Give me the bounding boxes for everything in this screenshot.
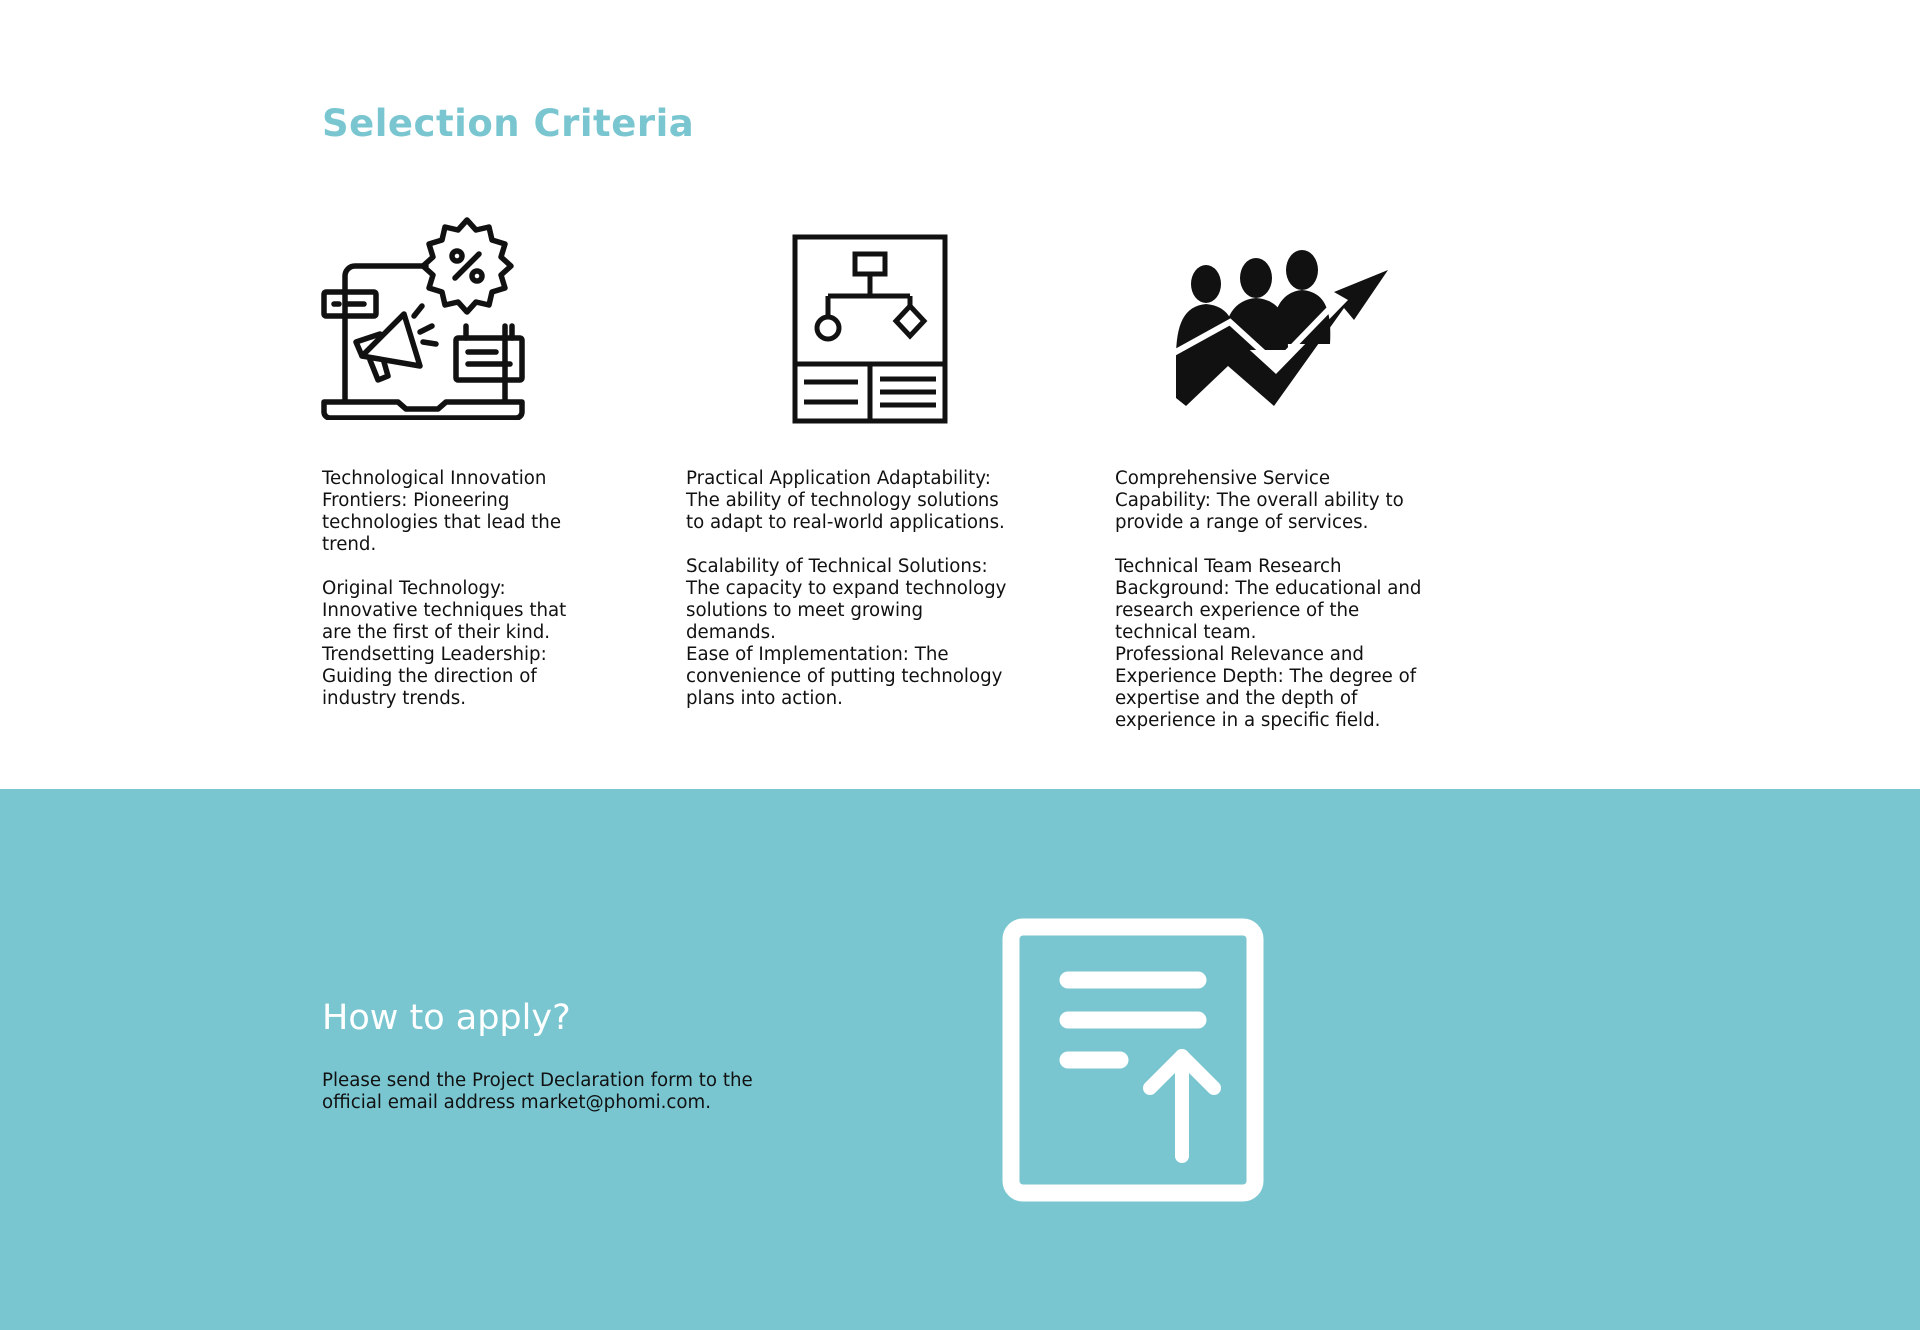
- criteria-text: research experience of the: [1115, 600, 1360, 621]
- marketing-laptop-icon: [320, 216, 526, 420]
- criteria-text: Technical Team Research: [1115, 556, 1342, 577]
- criteria-text: Frontiers: Pioneering: [322, 490, 510, 511]
- criteria-text: Practical Application Adaptability:: [686, 468, 991, 489]
- criteria-column-service: [1115, 468, 1495, 732]
- criteria-text: The capacity to expand technology: [686, 578, 1007, 599]
- criteria-text: Innovative techniques that: [322, 600, 567, 621]
- criteria-text: Background: The educational and: [1115, 578, 1422, 599]
- criteria-text: industry trends.: [322, 688, 467, 709]
- criteria-text: The ability of technology solutions: [686, 490, 999, 511]
- apply-text-line: Please send the Project Declaration form to the: [322, 1070, 753, 1091]
- criteria-block: [322, 468, 642, 556]
- flowchart-document-icon: [792, 234, 948, 424]
- criteria-text: demands.: [686, 622, 776, 643]
- criteria-text: technical team.: [1115, 622, 1257, 643]
- criteria-text: provide a range of services.: [1115, 512, 1369, 533]
- criteria-text: expertise and the depth of: [1115, 688, 1358, 709]
- criteria-text: are the first of their kind.: [322, 622, 551, 643]
- criteria-block: [686, 556, 1086, 710]
- criteria-block: [686, 468, 1086, 534]
- apply-title: How to apply?: [322, 998, 571, 1038]
- criteria-text: Ease of Implementation: The: [686, 644, 949, 665]
- criteria-block: [1115, 468, 1495, 534]
- criteria-text: experience in a specific field.: [1115, 710, 1381, 731]
- criteria-text: Guiding the direction of: [322, 666, 537, 687]
- criteria-text: Original Technology:: [322, 578, 506, 599]
- document-upload-icon: [1002, 918, 1264, 1202]
- criteria-text: to adapt to real-world applications.: [686, 512, 1005, 533]
- criteria-text: trend.: [322, 534, 377, 555]
- criteria-block: [1115, 556, 1495, 732]
- criteria-column-application: [686, 468, 1086, 710]
- criteria-text: Experience Depth: The degree of: [1115, 666, 1417, 687]
- criteria-text: technologies that lead the: [322, 512, 562, 533]
- criteria-text: plans into action.: [686, 688, 843, 709]
- how-to-apply-section: [0, 789, 1920, 1330]
- criteria-text: Capability: The overall ability to: [1115, 490, 1404, 511]
- criteria-text: convenience of putting technology: [686, 666, 1003, 687]
- section-title: Selection Criteria: [322, 102, 695, 145]
- criteria-text: Comprehensive Service: [1115, 468, 1331, 489]
- apply-text-line: official email address market@phomi.com.: [322, 1092, 712, 1113]
- criteria-block: [322, 578, 642, 710]
- criteria-column-innovation: [322, 468, 642, 710]
- team-growth-icon: [1172, 246, 1390, 412]
- apply-instructions: [322, 1070, 753, 1114]
- criteria-text: Professional Relevance and: [1115, 644, 1364, 665]
- criteria-text: Trendsetting Leadership:: [322, 644, 547, 665]
- criteria-text: Technological Innovation: [322, 468, 547, 489]
- criteria-text: solutions to meet growing: [686, 600, 924, 621]
- criteria-text: Scalability of Technical Solutions:: [686, 556, 988, 577]
